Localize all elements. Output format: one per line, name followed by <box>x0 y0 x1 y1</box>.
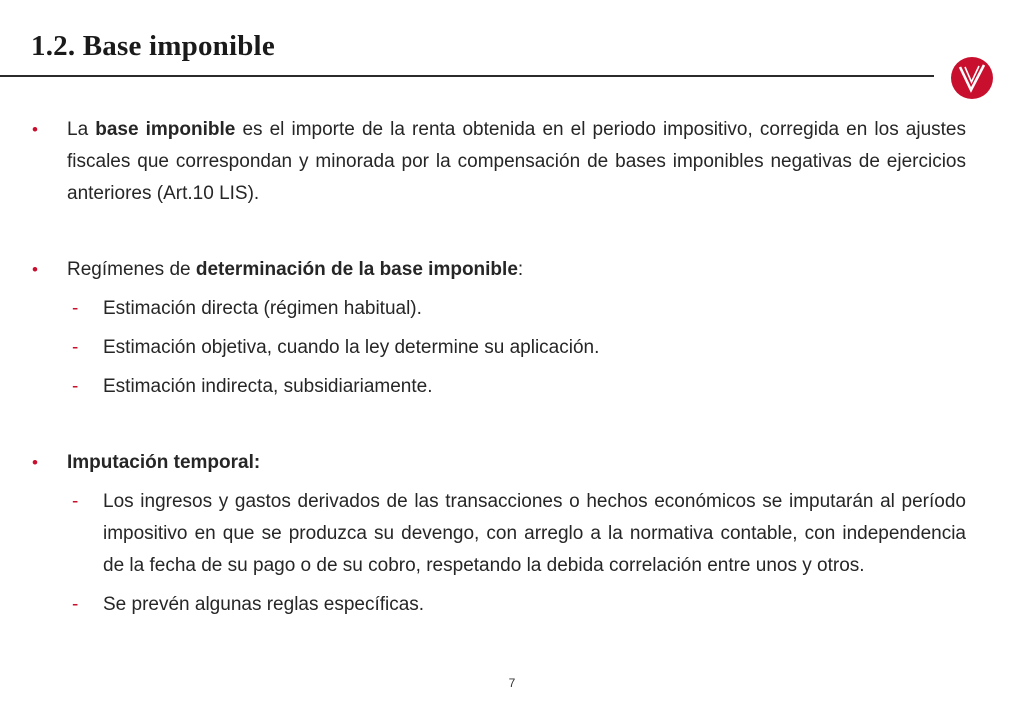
list-item <box>72 371 966 403</box>
dash-marker: - <box>72 491 79 512</box>
list-item-text: Se prevén algunas reglas específicas. <box>103 594 425 615</box>
dash-marker: - <box>72 594 79 615</box>
bold-term: base imponible <box>95 119 236 140</box>
list-item-text: Estimación objetiva, cuando la ley determine su aplicación. <box>103 337 600 358</box>
list-item <box>72 293 966 325</box>
paragraph-text: La base imponible es el importe de la renta obtenida en el periodo impositivo, corregida en los ajustes fiscales que correspondan y minorada por la compensación de bases imponibles negativas de ejercicios anteriores (Art.10 LIS). <box>67 119 966 204</box>
paragraph-text <box>67 447 966 479</box>
page-number: 7 <box>508 676 516 690</box>
dash-marker: - <box>72 376 79 397</box>
slide-title: 1.2. Base imponible <box>31 30 275 62</box>
bold-term: determinación de la base imponible <box>195 259 518 280</box>
list-item-text: Estimación directa (régimen habitual). <box>103 298 422 319</box>
bold-term: Imputación temporal: <box>67 452 261 473</box>
bullet-marker: • <box>32 453 38 472</box>
bullet-regimenes <box>30 254 966 286</box>
title-divider <box>0 75 934 77</box>
list-item <box>72 486 966 582</box>
v-logo-icon <box>950 56 994 100</box>
bullet-marker: • <box>32 120 38 139</box>
dash-marker: - <box>72 337 79 358</box>
bullet-marker: • <box>32 260 38 279</box>
list-item-text: Estimación indirecta, subsidiariamente. <box>103 376 433 397</box>
bullet-base-imponible <box>30 114 966 210</box>
list-item <box>72 332 966 364</box>
dash-marker: - <box>72 298 79 319</box>
paragraph-text: Regímenes de determinación de la base imponible: <box>67 259 524 280</box>
bullet-imputacion <box>30 447 966 479</box>
slide-body <box>30 114 966 621</box>
list-item <box>72 589 966 621</box>
list-item-text: Los ingresos y gastos derivados de las transacciones o hechos económicos se imputarán al período impositivo en que se produzca su devengo, con arreglo a la normativa contable, con independencia de la fecha de su pago o de su cobro, respetando la debida correlación entre unos y otros. <box>103 491 966 576</box>
